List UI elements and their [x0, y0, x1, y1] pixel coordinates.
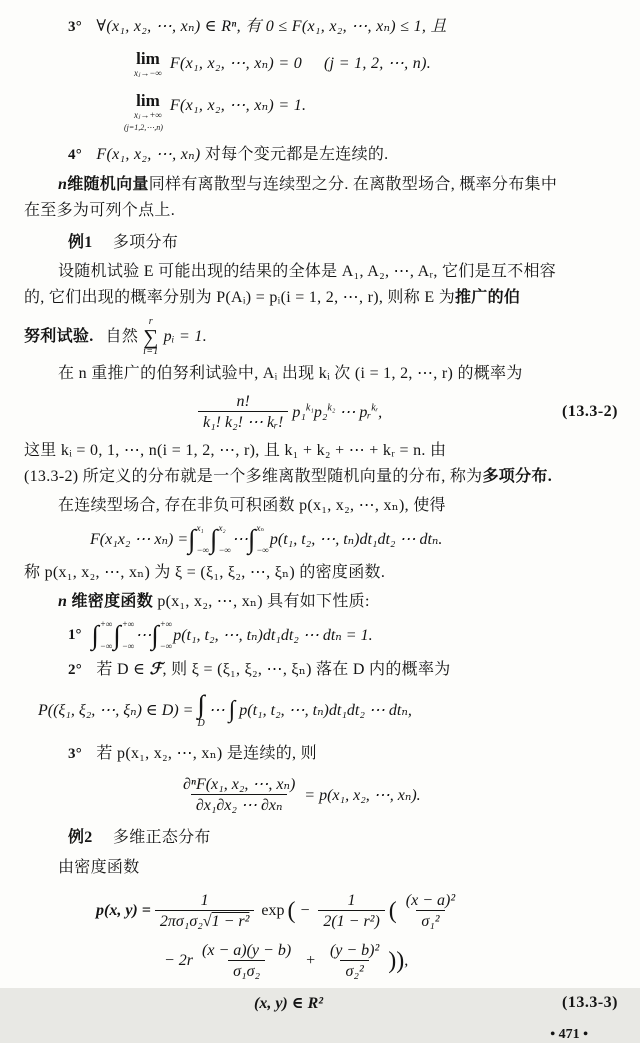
property-3-line	[24, 14, 618, 40]
pr-exponent: kᵣ	[371, 402, 379, 414]
paragraph-text: , 则 ξ = (ξ₁, ξ₂, ⋯, ξₙ) 落在 D 内的概率为	[162, 661, 451, 678]
integral-lower: −∞	[218, 545, 231, 555]
density-properties-intro-line	[24, 589, 618, 615]
exp-operator: exp	[261, 902, 285, 919]
lim-word: lim	[136, 49, 160, 68]
limit-expression: F(x₁, x₂, ⋯, xₙ) = 0	[169, 55, 303, 72]
sum-upper-limit: r	[148, 316, 153, 327]
integral-symbol	[113, 619, 134, 651]
fraction-denominator	[155, 910, 255, 931]
example-2-title: 多维正态分布	[112, 829, 211, 846]
integral-symbol	[248, 523, 269, 555]
derivative-fraction	[178, 775, 300, 815]
integral-icon: ∫	[188, 524, 196, 554]
p2-exponent: k₂	[327, 402, 336, 414]
paragraph-text: 自然	[105, 328, 139, 345]
fraction-denominator: σ₂²	[340, 960, 368, 981]
page-number: • 471 •	[550, 1027, 588, 1042]
double-integral-symbol	[197, 691, 204, 729]
example-2-heading	[24, 825, 618, 851]
sum-equals-one: pᵢ = 1.	[163, 328, 207, 345]
lim-operator	[134, 92, 162, 120]
bold-term-generalized-bernoulli-2: 努利试验.	[24, 328, 94, 345]
integral-icon: ∫	[151, 620, 159, 650]
probability-region-formula	[24, 691, 618, 729]
integral-upper: xₙ	[256, 523, 265, 533]
minus-sign: −	[299, 902, 311, 919]
summation-symbol	[143, 317, 158, 357]
plus-sign: +	[305, 952, 316, 969]
lim-subscript: xⱼ→−∞	[134, 68, 162, 78]
normal-density-formula-line1	[24, 891, 618, 931]
ellipsis: ⋯	[135, 627, 152, 644]
bold-term-density-function: 维密度函数	[71, 593, 154, 610]
integral-lower: −∞	[256, 545, 269, 555]
integral-lower: −∞	[196, 545, 210, 555]
property-3b-marker: 3°	[68, 746, 83, 762]
example-1-title: 多项分布	[112, 234, 179, 251]
equation-number: (13.3-2)	[562, 403, 618, 420]
property-2-marker: 2°	[68, 662, 83, 678]
integral-icon: ∫	[91, 620, 99, 650]
by-density-line: 由密度函数	[58, 859, 140, 876]
random-vector-paragraph-line1	[24, 172, 618, 198]
fraction-numerator: 1	[200, 892, 209, 909]
ellipsis: ⋯	[231, 531, 248, 548]
sigma-icon: ∑	[143, 325, 159, 349]
integral-upper: +∞	[159, 619, 173, 629]
limit-condition: (j = 1, 2, ⋯, n).	[324, 55, 432, 72]
p1-base: p₁	[292, 404, 306, 421]
sum-lower-limit: i=1	[143, 346, 159, 357]
fraction-numerator: n!	[236, 393, 250, 410]
normal-density-formula-line2	[24, 941, 618, 981]
property-3b-line	[24, 741, 618, 767]
paragraph-text: 的, 它们出现的概率分别为 P(Aᵢ) = pᵢ(i = 1, 2, ⋯, r), 则称 E 为	[24, 289, 455, 306]
comma: ,	[404, 952, 409, 969]
denominator-coefficient: 2πσ₁σ₂	[159, 913, 203, 930]
integral-upper: +∞	[99, 619, 113, 629]
integral-icon: ∫	[228, 696, 236, 723]
integration-domain: D	[197, 718, 205, 729]
property-1-line	[24, 619, 618, 651]
sum-condition-line	[24, 317, 618, 357]
example-1-text-line4: 在 n 重推广的伯努利试验中, Aᵢ 出现 kᵢ 次 (i = 1, 2, ⋯, r) 的概率为	[58, 365, 523, 382]
lim-word: lim	[136, 91, 160, 110]
n-variable: n	[58, 593, 72, 610]
integral-symbol	[188, 523, 209, 555]
paragraph-text: 若 D ∈	[96, 661, 150, 678]
p2-base: p₂	[313, 404, 328, 421]
formula-13-3-2	[24, 392, 618, 432]
paragraph-text: 若 p(x₁, x₂, ⋯, xₙ) 是连续的, 则	[96, 745, 317, 762]
constraint-line2	[24, 464, 618, 490]
domain-statement: (x, y) ∈ R²	[254, 995, 324, 1012]
n-variable: n	[58, 176, 68, 193]
distribution-integral-formula	[24, 523, 618, 555]
fraction-denominator: ∂x₁∂x₂ ⋯ ∂xₙ	[191, 794, 288, 815]
integrand: p(t₁, t₂, ⋯, tₙ)dt₁dt₂ ⋯ dtₙ = 1.	[173, 627, 373, 644]
lim-operator	[134, 50, 162, 78]
fraction-denominator: σ₁²	[416, 910, 444, 931]
fraction-numerator: 1	[347, 892, 356, 909]
open-paren: (	[388, 898, 397, 924]
ellipsis: ⋯	[208, 702, 225, 719]
partial-derivative-formula	[24, 775, 618, 815]
integral-upper: x₂	[218, 523, 226, 533]
property-4-math: F(x₁, x₂, ⋯, xₙ)	[96, 146, 201, 163]
script-F-symbol: ℱ	[149, 661, 163, 678]
pr-base: pᵣ	[359, 404, 372, 421]
fraction-numerator: ∂ⁿF(x₁, x₂, ⋯, xₙ)	[183, 776, 296, 793]
integrand: p(t₁, t₂, ⋯, tₙ)dt₁dt₂ ⋯ dtₙ.	[269, 531, 443, 548]
fraction-numerator: (x − a)²	[405, 892, 456, 909]
radical-icon: √	[202, 913, 212, 930]
example-1-label: 例1	[68, 234, 93, 251]
close-parens: ))	[388, 948, 405, 974]
radicand: 1 − r²	[211, 913, 250, 930]
cross-term-coefficient: − 2r	[164, 952, 194, 969]
example-2-label: 例2	[68, 829, 93, 846]
formula-rhs: = p(x₁, x₂, ⋯, xₙ).	[304, 787, 421, 804]
ellipsis: ⋯	[335, 404, 360, 421]
bold-term-multinomial: 多项分布.	[482, 468, 553, 485]
limit-index-note: (j=1,2,⋯,n)	[124, 123, 163, 132]
p1-exponent: k₁	[305, 402, 314, 414]
formula-lhs: F(x₁x₂ ⋯ xₙ) =	[90, 531, 189, 548]
formula-lhs: P((ξ₁, ξ₂, ⋯, ξₙ) ∈ D) =	[38, 702, 194, 719]
integral-icon: ∫	[247, 524, 256, 554]
example-1-text-line1: 设随机试验 E 可能出现的结果的全体是 A₁, A₂, ⋯, Aᵣ, 它们是互不相容	[58, 263, 557, 280]
limit-plus-infinity-line	[24, 92, 618, 120]
example-1-text-line2	[24, 285, 618, 311]
property-3-statement: ∀(x₁, x₂, ⋯, xₙ) ∈ Rⁿ, 有 0 ≤ F(x₁, x₂, ⋯, xₙ) ≤ 1, 且	[96, 18, 447, 35]
integral-lower: −∞	[121, 641, 135, 651]
integral-upper: +∞	[121, 619, 135, 629]
paragraph-text: p(x₁, x₂, ⋯, xₙ) 具有如下性质:	[153, 593, 370, 610]
random-vector-paragraph-line2: 在至多为可列个点上.	[24, 202, 176, 219]
example-1-heading	[24, 230, 618, 256]
integral-icon: ∫	[210, 524, 218, 554]
property-2-line	[24, 657, 618, 683]
property-4-text: 对每个变元都是左连续的.	[200, 146, 389, 163]
probability-product	[292, 402, 382, 422]
comma: ,	[378, 404, 383, 421]
paragraph-text: (13.3-2) 所定义的分布就是一个多维离散型随机向量的分布, 称为	[24, 468, 483, 485]
property-3-marker: 3°	[68, 19, 83, 35]
double-integral-icon: ∫∫	[197, 690, 198, 719]
density-function-naming-line: 称 p(x₁, x₂, ⋯, xₙ) 为 ξ = (ξ₁, ξ₂, ⋯, ξₙ) 的密度函数.	[24, 564, 386, 581]
domain-line	[24, 993, 618, 1013]
integral-symbol	[210, 523, 231, 555]
continuous-case-line: 在连续型场合, 存在非负可积函数 p(x₁, x₂, ⋯, xₙ), 使得	[58, 497, 446, 514]
limit-minus-infinity-line	[24, 50, 618, 78]
integral-lower: −∞	[99, 641, 113, 651]
integral-symbol	[151, 619, 172, 651]
constraint-line1: 这里 kᵢ = 0, 1, ⋯, n(i = 1, 2, ⋯, r), 且 k₁ + k₂ + ⋯ + kᵣ = n. 由	[24, 442, 447, 459]
multinomial-coefficient-fraction	[198, 392, 288, 432]
fraction-denominator: k₁! k₂! ⋯ kᵣ!	[198, 411, 288, 432]
integral-lower: −∞	[159, 641, 173, 651]
property-1-marker: 1°	[68, 626, 82, 643]
open-paren: (	[287, 898, 296, 924]
integral-symbol	[92, 619, 113, 651]
integrand: p(t₁, t₂, ⋯, tₙ)dt₁dt₂ ⋯ dtₙ,	[239, 702, 412, 719]
bold-term-random-vector: 维随机向量	[67, 176, 149, 193]
lim-subscript: xⱼ→+∞	[134, 110, 162, 120]
integral-upper: x₁	[196, 523, 204, 533]
exponent-coefficient-fraction	[318, 891, 384, 931]
paragraph-text: 同样有离散型与连续型之分. 在离散型场合, 概率分布集中	[148, 176, 558, 193]
property-4-marker: 4°	[68, 147, 83, 163]
cross-term-fraction	[197, 941, 296, 981]
fraction-denominator: σ₁σ₂	[228, 960, 265, 981]
bold-term-generalized-bernoulli-1: 推广的伯	[455, 289, 521, 306]
fraction-denominator: 2(1 − r²)	[318, 910, 384, 931]
property-4-line	[24, 142, 618, 168]
limit-expression: F(x₁, x₂, ⋯, xₙ) = 1.	[169, 97, 307, 114]
fraction-numerator: (y − b)²	[329, 942, 380, 959]
x-term-fraction	[401, 891, 460, 931]
normalizing-fraction	[155, 891, 255, 931]
integral-icon: ∫	[113, 620, 121, 650]
y-term-fraction	[325, 941, 384, 981]
formula-lhs: p(x, y) =	[96, 902, 151, 919]
fraction-numerator: (x − a)(y − b)	[202, 942, 292, 959]
equation-number: (13.3-3)	[562, 994, 618, 1011]
